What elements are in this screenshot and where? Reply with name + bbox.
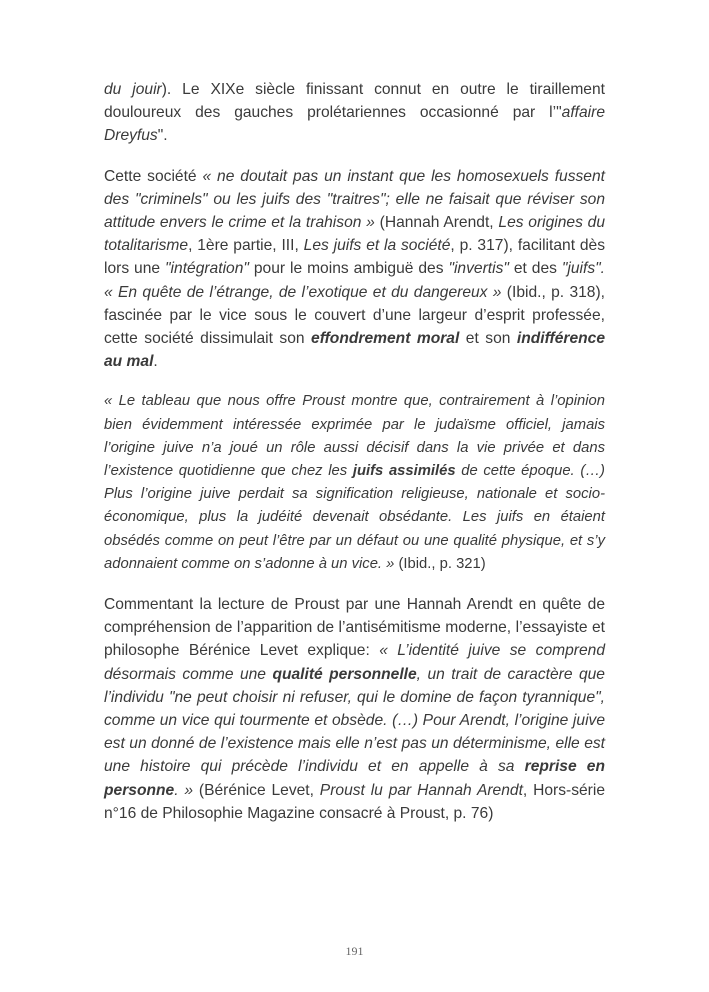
text-run: ). Le XIXe siècle finissant connut en outre le tiraillement douloureux des gauches prolétariennes occasionné par l’" [104,81,605,122]
text-run: , Hors-série n°16 de Philosophie Magazine consacré à Proust, p. 76) [104,781,605,822]
text-run: indifférence au mal [104,330,605,371]
text-run: . » [174,781,194,799]
text-run: « Le tableau que nous offre Proust montre que, contrairement à l’opinion bien évidemment intéressée exprimée par le judaïsme officiel, jamais l’origine juive n’a joué un rôle aussi décisif dans la vie privée et dans l’existence quotidienne que chez les [104,393,605,480]
text-run: qualité personnelle [272,665,417,683]
paragraph-3 [104,390,605,576]
text-run: effondrement moral [311,330,460,348]
text-run: « L’identité juive se comprend désormais comme une [104,642,605,683]
text-run: reprise en personne [104,758,605,799]
text-run: affaire Dreyfus [104,104,605,145]
text-run: , un trait de caractère que l’individu "ne peut choisir ni refuser, qui le domine de façon tyrannique", comme un vice qui tourmente et obsède. (…) Pour Arendt, l’origine juive est un donné de l’existence mais elle n’est pas un déterminisme, elle est une histoire qui précède l’individu et en appelle à sa [104,665,605,776]
page-number: 191 [345,944,364,958]
text-run: (Ibid., p. 318), fascinée par le vice sous le couvert d’une largeur d’esprit professée, cette société dissimulait son [104,283,605,348]
text-run: Les juifs et la société [303,237,451,255]
text-run: pour le moins ambiguë des [248,260,449,278]
text-run: Cette société [104,167,203,185]
text-run: , 1ère partie, III, [188,237,304,255]
text-run: (Bérénice Levet, [193,781,320,799]
text-run: « ne doutait pas un instant que les homosexuels fussent des "criminels" ou les juifs des "traitres"; elle ne faisait que réviser son attitude envers le crime et la trahison » [104,167,605,232]
text-run: (Ibid., p. 321) [394,555,486,572]
paragraph-1 [104,78,605,148]
text-run: ". [157,127,168,145]
text-run: juifs assimilés [352,463,456,480]
text-run: "invertis" [448,260,509,278]
text-run: de cette époque. (…) Plus l’origine juive perdait sa signification religieuse, nationale et socio-économique, plus la judéité devenait obsédante. Les juifs en étaient obsédés comme on peut l’être par un défaut ou une qualité physique, et s’y adonnaient comme on s’adonne à un vice. » [104,463,605,572]
text-run: , p. 317), facilitant dès lors une [104,237,605,278]
paragraph-2 [104,165,605,374]
text-run: du jouir [104,81,162,98]
text-run: Les origines du totalitarisme [104,214,606,255]
text-run: "intégration" [165,260,249,278]
text-run: et son [459,330,517,348]
text-run: Commentant la lecture de Proust par une Hannah Arendt en quête de compréhension de l’apparition de l’antisémitisme moderne, l’essayiste et philosophe Bérénice Levet explique: [104,596,605,660]
text-run: "juifs". « En quête de l’étrange, de l’exotique et du dangereux » [104,260,605,301]
paragraph-4 [104,593,605,825]
page-body [104,78,605,842]
text-run: Proust lu par Hannah Arendt [319,781,523,799]
text-run: et des [508,260,562,278]
text-run: . [153,353,158,371]
text-run: (Hannah Arendt, [374,214,499,232]
